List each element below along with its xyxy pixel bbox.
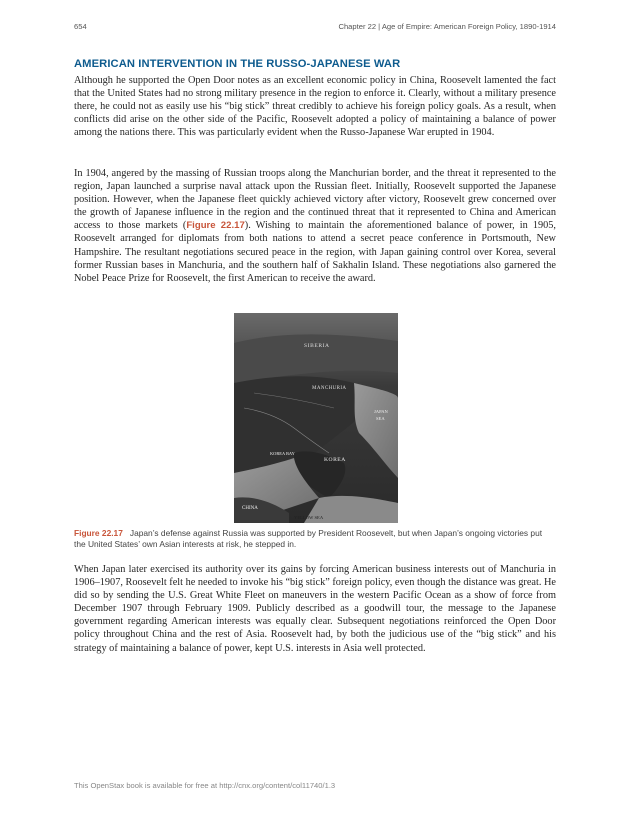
- page-number: 654: [74, 22, 87, 31]
- figure-caption-text: Japan’s defense against Russia was supported by President Roosevelt, but when Japan’s ongoing victories put the United States’ own Asian interests at risk, he stepped in.: [74, 528, 543, 549]
- page-header: [74, 22, 556, 34]
- paragraph-text-after-ref: ). Wishing to maintain the aforementioned balance of power, in 1905, Roosevelt arranged for diplomats from both nations to attend a secret peace conference in Portsmouth, New Hampshire. The resultant negotiations secured peace in the region, with Japan gaining control over Korea, several former Russian bases in Manchuria, and the southern half of Sakhalin Island. These negotiations also garnered the Nobel Peace Prize for Roosevelt, the first American to receive the award.: [74, 220, 556, 284]
- page-footer: This OpenStax book is available for free at http://cnx.org/content/col11740/1.3: [74, 781, 336, 790]
- paragraph-great-white-fleet: When Japan later exercised its authority over its gains by forcing American business interests out of Manchuria in 1906–1907, Roosevelt felt he needed to invoke his “big stick” foreign policy, even though the distance was great. He did so by sending the U.S. Great White Fleet on maneuvers in the western Pacific Ocean as a show of force from December 1907 through February 1909. Publicly described as a goodwill tour, the message to the Japanese government regarding American interests was equally clear. Subsequent negotiations reinforced the Open Door policy throughout China and the rest of Asia. Roosevelt had, by both the judicious use of the “big stick” and his strategy of maintaining a balance of power, kept U.S. interests in Asia well protected.: [74, 564, 556, 654]
- paragraph-russo-japanese-war: [74, 167, 556, 285]
- figure-label: Figure 22.17: [74, 528, 123, 538]
- paragraph-open-door: Although he supported the Open Door notes as an excellent economic policy in China, Roosevelt lamented the fact that the United States had no strong military presence in the region to enforce it. Clearly, without a military presence there, he could not as easily use his “big stick” threat credibly to achieve his foreign policy goals. As a result, when conflicts did arise on the other side of the Pacific, Roosevelt adopted a policy of maintaining a balance of power among the nations there. This was particularly evident when the Russo-Japanese War erupted in 1904.: [74, 75, 556, 139]
- figure-caption: [74, 528, 556, 550]
- section-heading: AMERICAN INTERVENTION IN THE RUSSO-JAPANESE WAR: [74, 58, 401, 70]
- figure-reference-link[interactable]: Figure 22.17: [186, 220, 245, 232]
- map-label-yellow-sea: YELLOW SEA: [294, 515, 324, 520]
- map-illustration: [234, 313, 398, 523]
- map-label-manchuria: MANCHURIA: [312, 386, 347, 391]
- paragraph-text-before-ref: In 1904, angered by the massing of Russian troops along the Manchurian border, and the threat it represented to the region, Japan launched a surprise naval attack upon the Russian fleet. Initially, Roosevelt supported the Japanese position. However, when the Japanese fleet quickly achieved victory after victory, Roosevelt grew concerned over the growth of Japanese influence in the region and the continued threat that it represented to China and American access to those markets (: [74, 168, 556, 232]
- map-label-china: CHINA: [242, 506, 258, 511]
- map-label-korea-bay: KOREA BAY: [270, 451, 295, 456]
- running-head: Chapter 22 | Age of Empire: American Foreign Policy, 1890-1914: [338, 22, 556, 31]
- map-label-japan: JAPAN: [374, 409, 388, 414]
- figure-map-image: [234, 313, 398, 523]
- map-label-sea: SEA: [376, 416, 385, 421]
- map-label-siberia: SIBERIA: [304, 343, 330, 349]
- map-label-korea: KOREA: [324, 457, 346, 463]
